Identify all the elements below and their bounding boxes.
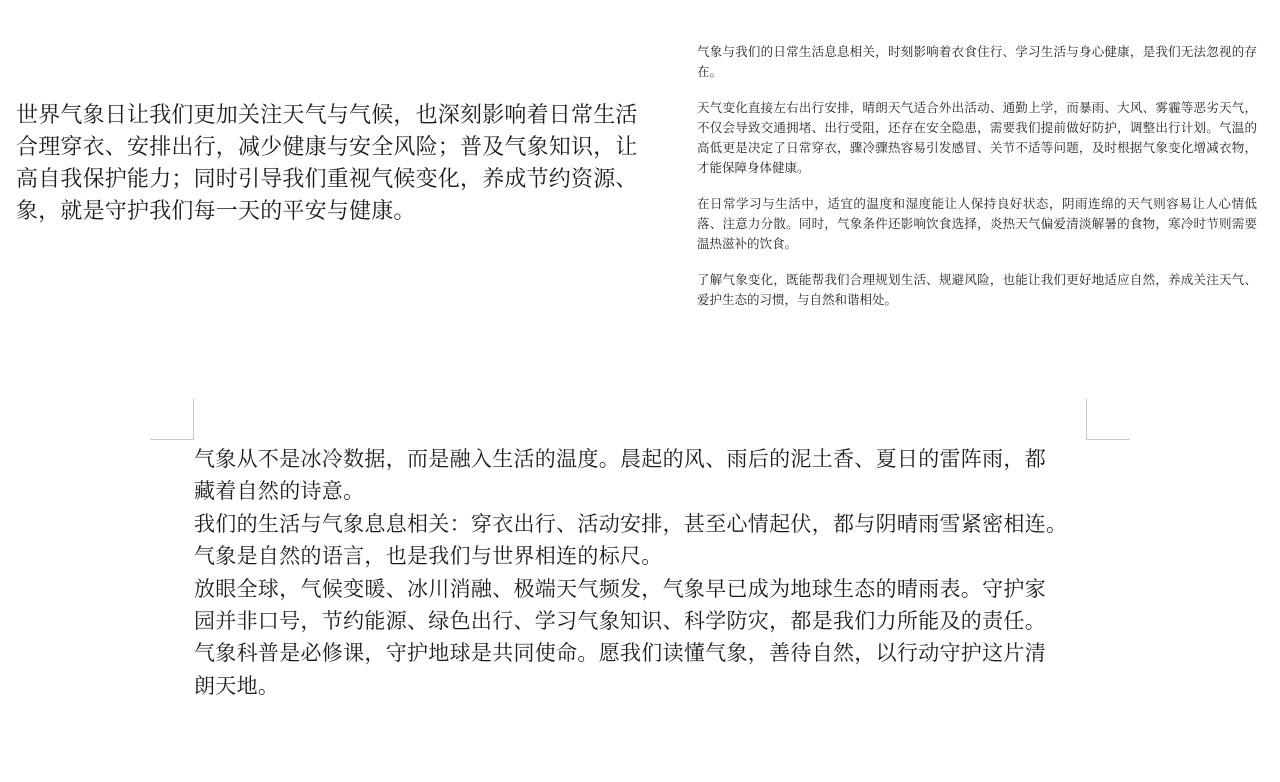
- crop-mark-top-left: [193, 398, 194, 440]
- document-body[interactable]: [194, 443, 1094, 702]
- left-text-line: 高自我保护能力；同时引导我们重视气候变化，养成节约资源、: [16, 167, 638, 192]
- left-text-line: 世界气象日让我们更加关注天气与气候，也深刻影响着日常生活: [16, 103, 638, 128]
- article-paragraph: 了解气象变化，既能帮我们合理规划生活、规避风险，也能让我们更好地适应自然，养成关注天气、爱护生态的习惯，与自然和谐相处。: [697, 272, 1257, 307]
- article-paragraph: 气象与我们的日常生活息息相关，时刻影响着衣食住行、学习生活与身心健康，是我们无法忽视的存在。: [697, 44, 1257, 79]
- left-text-line: 象，就是守护我们每一天的平安与健康。: [16, 199, 416, 224]
- crop-mark-top-right: [1086, 398, 1087, 440]
- document-line: 藏着自然的诗意。: [194, 479, 365, 504]
- document-page: [0, 390, 1280, 750]
- crop-mark-top-right: [1086, 439, 1130, 440]
- crop-mark-top-left: [150, 439, 194, 440]
- document-line: 气象科普是必修课，守护地球是共同使命。愿我们读懂气象，善待自然，以行动守护这片清: [194, 641, 1046, 666]
- right-article: [697, 42, 1257, 310]
- document-line: 放眼全球，气候变暖、冰川消融、极端天气频发，气象早已成为地球生态的晴雨表。守护家: [194, 576, 1046, 601]
- left-text-line: 合理穿衣、安排出行，减少健康与安全风险；普及气象知识，让: [16, 135, 638, 160]
- document-line: 气象从不是冰冷数据，而是融入生活的温度。晨起的风、雨后的泥土香、夏日的雷阵雨，都: [194, 447, 1046, 471]
- article-paragraph: 在日常学习与生活中，适宜的温度和湿度能让人保持良好状态，阴雨连绵的天气则容易让人心情低落、注意力分散。同时，气象条件还影响饮食选择，炎热天气偏爱清淡解暑的食物，寒冷时节则需要温热滋补的饮食。: [697, 196, 1257, 251]
- document-line: 园并非口号，节约能源、绿色出行、学习气象知识、科学防灾，都是我们力所能及的责任。: [194, 609, 1046, 634]
- document-line: 气象是自然的语言，也是我们与世界相连的标尺。: [194, 544, 663, 569]
- document-line: 朗天地。: [194, 673, 280, 698]
- article-paragraph: 天气变化直接左右出行安排，晴朗天气适合外出活动、通勤上学，而暴雨、大风、雾霾等恶劣天气，不仅会导致交通拥堵、出行受阻，还存在安全隐患，需要我们提前做好防护，调整出行计划。气温的高低更是决定了日常穿衣，骤冷骤热容易引发感冒、关节不适等问题，及时根据气象变化增减衣物，才能保障身体健康。: [697, 100, 1257, 175]
- left-text-fragment: [16, 100, 640, 240]
- document-line: 我们的生活与气象息息相关：穿衣出行、活动安排，甚至心情起伏，都与阴晴雨雪紧密相连。: [194, 511, 1068, 536]
